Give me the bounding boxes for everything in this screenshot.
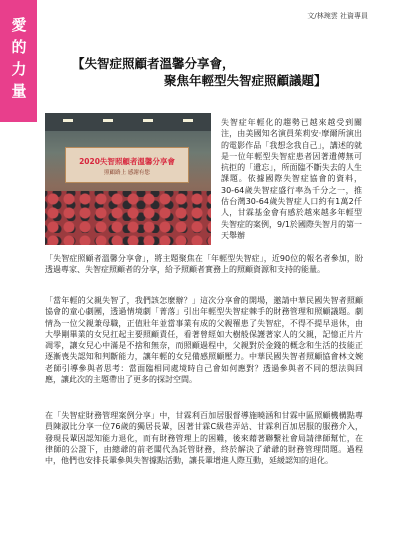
title-line-2: 聚焦年輕型失智症照顧議題】 — [164, 73, 327, 88]
intro-column — [221, 117, 362, 241]
body-section-play — [45, 295, 363, 385]
banner-subtitle: 照顧路上 感謝有您 — [104, 170, 150, 176]
intro-paragraph-continued: 「失智症照顧者溫馨分享會」，將主題聚焦在「年輕型失智症」，近90位的報名者參加，盼透過專家、失智症照顧者的分享，給予照顧者實務上的照顧資源和支持的能量。 — [45, 254, 363, 275]
ceiling-light — [103, 119, 113, 122]
body-paragraph: 在「失智症財務管理案例分享」中，甘霖利百加居服督導施曉涵和甘霖中區照顧機構點專員陳淑比分享一位76歲的獨居長輩，因著甘霖C級巷弄站、甘霖利百加居服的服務介入，發現長輩因認知能力退化，而有財務管理上的困難，後來藉著聯繫社會局請律師幫忙，在律師的公證下，由總爺的前老闆代為託管財務，終於解決了爺爺的財務管理問題。過程中，他們也安排長輩參與失智據點活動，讓長輩增進人際互動，延緩認知的退化。 — [45, 411, 363, 466]
body-paragraph: 「當年輕的父親失智了，我們該怎麼辦？」這次分享會的開場，邀請中華民國失智者照顧協會的童心劇團，透過情境劇「菁落」引出年輕型失智症棘手的財務管理和照顧議題。劇情為一位父親兼母職，正值壯年並當事業有成的父親罹患了失智症，不得不提早退休，由大學剛畢業的女兒扛起主要照顧責任，看著曾經如大樹般保護著家人的父親，記憶正片片凋零，讓女兒心中滿是不捨和無奈，而照顧過程中，父親對於金錢的概念和生活的技能正逐漸喪失認知和判斷能力，讓年輕的女兒備感照顧壓力。中華民國失智者照顧協會林文婉老師引導參與者思考：當面臨相同處境時自己會如何應對？透過參與者不同的想法與回應，讓此次的主題帶出了更多的探討空間。 — [45, 296, 363, 385]
photo-audience — [45, 191, 211, 245]
intro-continued — [45, 253, 363, 276]
photo-ceiling — [45, 113, 211, 131]
ceiling-light — [183, 119, 193, 122]
intro-paragraph: 失智症年輕化的趨勢已越來越受到關注，由美國知名演員茱莉安‧摩爾所演出的電影作品「我想念我自己」，講述的就是一位年輕型失智症患者因著遺傳無可抗拒的「遺忘」，所面臨不斷失去的人生課題。依據國際失智症協會的資料，30-64歲失智症盛行率為千分之一，推估台灣30-64歲失智症人口約有1萬2仟人，甘霖基金會有感於越來越多年輕型失智症的案例，9/1於國際失智月的第一天舉辦 — [221, 118, 362, 240]
title-line-1: 【失智症照顧者溫馨分享會， — [72, 56, 235, 71]
ceiling-light — [63, 119, 73, 122]
article-title — [72, 56, 342, 89]
photo-banner — [65, 147, 189, 183]
section-side-bar — [0, 0, 37, 122]
author-byline: 文/林琬雲 社資專員 — [307, 12, 368, 20]
ceiling-light — [143, 119, 153, 122]
section-label: 愛的力量 — [11, 16, 27, 100]
body-section-finance — [45, 410, 363, 466]
banner-title: 2020失智照顧者溫馨分享會 — [79, 157, 175, 166]
event-photo — [45, 113, 211, 245]
